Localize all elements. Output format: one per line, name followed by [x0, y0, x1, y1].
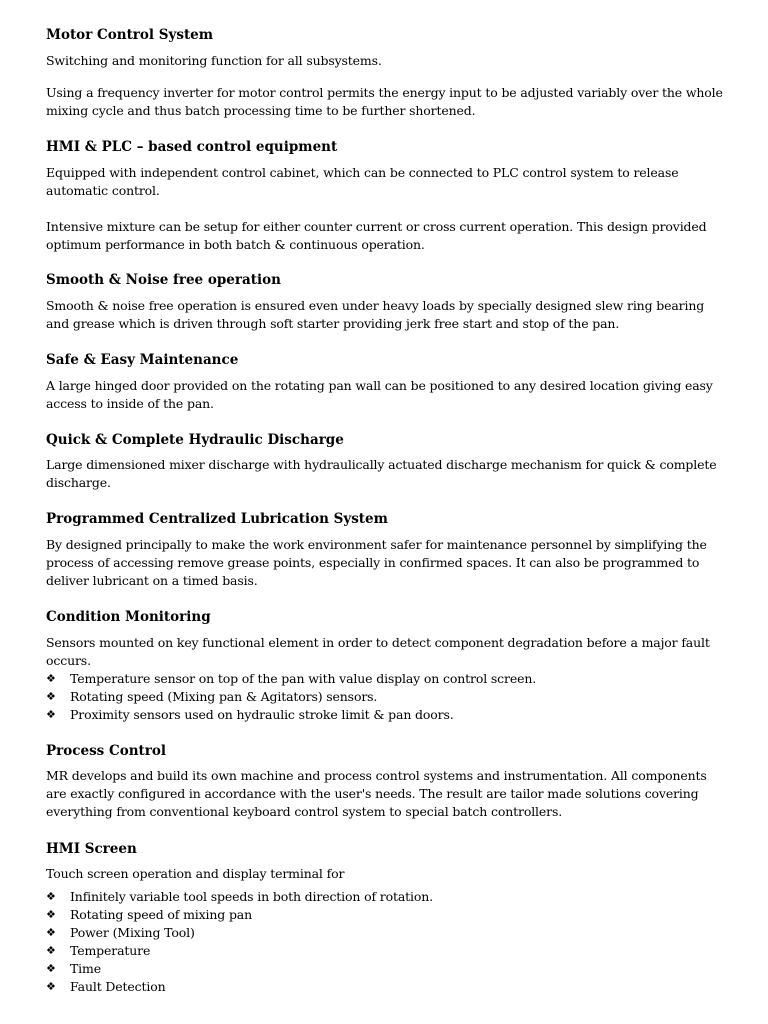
diamond-bullet-icon: ❖: [46, 908, 56, 921]
list-item-text: Infinitely variable tool speeds in both direction of rotation.: [70, 889, 433, 904]
maintenance-text: A large hinged door provided on the rotating pan wall can be positioned to any desired location giving easy access to inside of the pan.: [46, 378, 713, 411]
hmi-plc-mixture-text: Intensive mixture can be setup for either counter current or cross current operation. This design provided optimum performance in both batch & continuous operation.: [46, 219, 707, 252]
list-item-text: Rotating speed of mixing pan: [70, 907, 253, 922]
hydraulic-discharge-text: Large dimensioned mixer discharge with hydraulically actuated discharge mechanism for quick & complete discharge.: [46, 457, 717, 490]
hmi-plc-cabinet-text: Equipped with independent control cabinet, which can be connected to PLC control system to release automatic control.: [46, 165, 679, 198]
diamond-bullet-icon: ❖: [46, 926, 56, 939]
diamond-bullet-icon: ❖: [46, 672, 56, 685]
list-item-text: Rotating speed (Mixing pan & Agitators) sensors.: [70, 689, 378, 704]
hmi-screen-intro: Touch screen operation and display terminal for: [46, 866, 345, 881]
lubrication-text: By designed principally to make the work environment safer for maintenance personnel by simplifying the process of accessing remove grease points, especially in confirmed spaces. It can also be programmed to deliver lubricant on a timed basis.: [46, 537, 707, 588]
condition-monitoring-text: Sensors mounted on key functional element in order to detect component degradation before a major fault occurs.: [46, 635, 710, 668]
list-item-text: Temperature: [70, 943, 151, 958]
list-item-text: Time: [70, 961, 101, 976]
diamond-bullet-icon: ❖: [46, 690, 56, 703]
section-title-maintenance: Safe & Easy Maintenance: [46, 352, 239, 368]
section-title-process-control: Process Control: [46, 743, 167, 759]
diamond-bullet-icon: ❖: [46, 890, 56, 903]
motor-control-inverter-text: Using a frequency inverter for motor control permits the energy input to be adjusted variably over the whole mixing cycle and thus batch processing time to be further shortened.: [46, 85, 723, 118]
list-item-text: Power (Mixing Tool): [70, 925, 195, 940]
motor-control-summary: Switching and monitoring function for all subsystems.: [46, 53, 382, 68]
diamond-bullet-icon: ❖: [46, 980, 56, 993]
list-item-text: Fault Detection: [70, 979, 166, 994]
section-title-hmi-screen: HMI Screen: [46, 841, 137, 857]
diamond-bullet-icon: ❖: [46, 708, 56, 721]
diamond-bullet-icon: ❖: [46, 962, 56, 975]
process-control-text: MR develops and build its own machine and process control systems and instrumentation. All components are exactly configured in accordance with the user's needs. The result are tailor made solutions covering everything from conventional keyboard control system to special batch controllers.: [46, 768, 707, 819]
section-title-motor-control: Motor Control System: [46, 27, 214, 43]
section-title-lubrication: Programmed Centralized Lubrication System: [46, 511, 388, 527]
diamond-bullet-icon: ❖: [46, 944, 56, 957]
section-title-hydraulic-discharge: Quick & Complete Hydraulic Discharge: [46, 432, 344, 448]
section-title-hmi-plc: HMI & PLC – based control equipment: [46, 139, 338, 155]
smooth-operation-text: Smooth & noise free operation is ensured even under heavy loads by specially designed slew ring bearing and grease which is driven through soft starter providing jerk free start and stop of the pan.: [46, 298, 705, 331]
list-item-text: Proximity sensors used on hydraulic stroke limit & pan doors.: [70, 707, 454, 722]
list-item-text: Temperature sensor on top of the pan with value display on control screen.: [70, 671, 537, 686]
section-title-condition-monitoring: Condition Monitoring: [46, 609, 211, 625]
section-title-smooth-operation: Smooth & Noise free operation: [46, 272, 281, 288]
